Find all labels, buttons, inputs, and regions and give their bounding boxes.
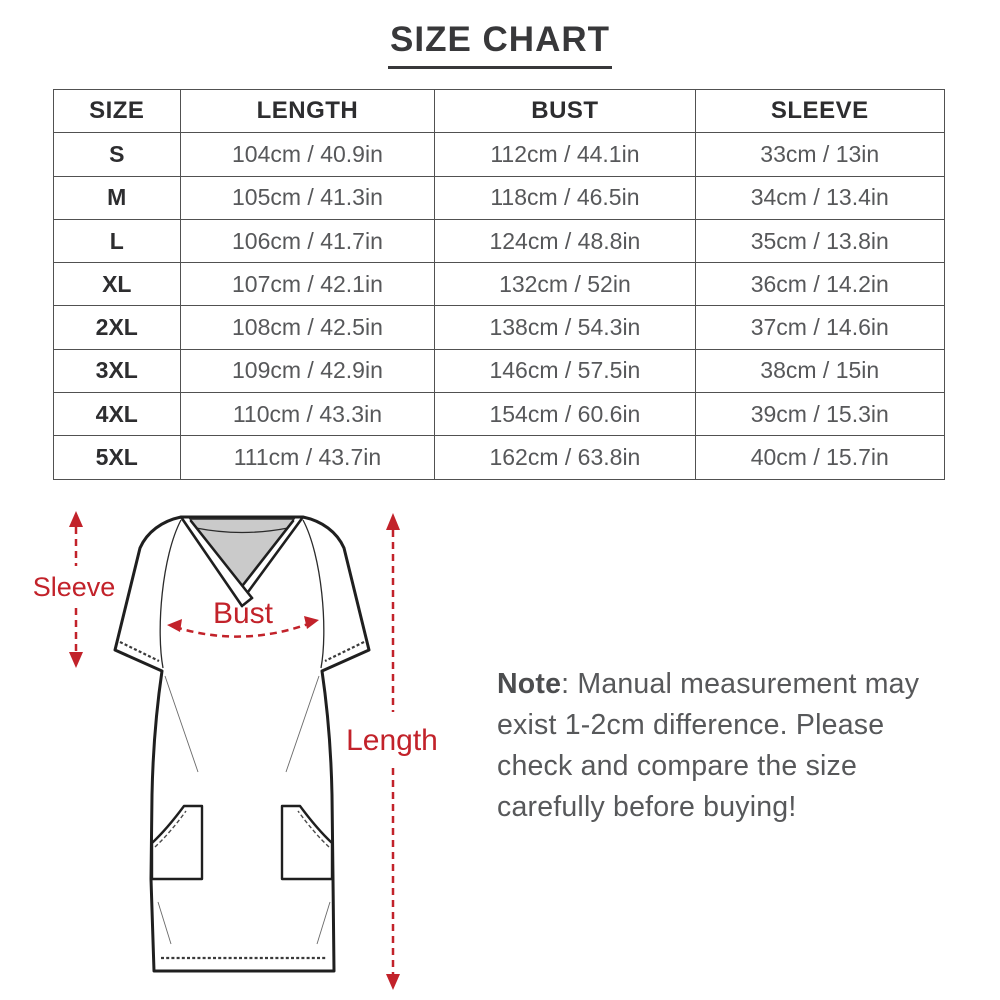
- size-table: [53, 89, 945, 480]
- cell-size: L: [54, 219, 181, 262]
- cell-sleeve: 40cm / 15.7in: [695, 436, 945, 479]
- cell-length: 110cm / 43.3in: [180, 393, 435, 436]
- cell-bust: 118cm / 46.5in: [435, 176, 695, 219]
- note-line: [497, 664, 967, 705]
- table-row: [54, 349, 945, 392]
- table-header-row: [54, 90, 945, 133]
- length-label: Length: [346, 724, 438, 757]
- cell-length: 104cm / 40.9in: [180, 133, 435, 176]
- length-dimension: [346, 513, 438, 990]
- cell-size: 5XL: [54, 436, 181, 479]
- cell-size: S: [54, 133, 181, 176]
- measurement-note: [497, 664, 967, 828]
- cell-size: 2XL: [54, 306, 181, 349]
- cell-sleeve: 38cm / 15in: [695, 349, 945, 392]
- header-length: LENGTH: [180, 90, 435, 133]
- page-title: [0, 20, 1000, 69]
- cell-bust: 132cm / 52in: [435, 263, 695, 306]
- table-row: [54, 176, 945, 219]
- note-line: carefully before buying!: [497, 791, 797, 823]
- cell-size: M: [54, 176, 181, 219]
- dress-diagram: [20, 495, 480, 1000]
- arrow-down-icon: [69, 652, 83, 668]
- note-line-text: : Manual measurement may: [561, 668, 920, 700]
- note-label: Note: [497, 668, 562, 700]
- cell-bust: 112cm / 44.1in: [435, 133, 695, 176]
- cell-length: 109cm / 42.9in: [180, 349, 435, 392]
- cell-size: XL: [54, 263, 181, 306]
- table-row: [54, 436, 945, 479]
- cell-sleeve: 37cm / 14.6in: [695, 306, 945, 349]
- cell-sleeve: 39cm / 15.3in: [695, 393, 945, 436]
- cell-length: 111cm / 43.7in: [180, 436, 435, 479]
- cell-sleeve: 35cm / 13.8in: [695, 219, 945, 262]
- header-sleeve: SLEEVE: [695, 90, 945, 133]
- sleeve-dimension: [33, 511, 116, 668]
- cell-sleeve: 33cm / 13in: [695, 133, 945, 176]
- cell-sleeve: 34cm / 13.4in: [695, 176, 945, 219]
- table-row: [54, 263, 945, 306]
- cell-length: 106cm / 41.7in: [180, 219, 435, 262]
- cell-bust: 146cm / 57.5in: [435, 349, 695, 392]
- header-size: SIZE: [54, 90, 181, 133]
- table-row: [54, 133, 945, 176]
- sleeve-label: Sleeve: [32, 572, 116, 602]
- note-line: exist 1-2cm difference. Please: [497, 709, 885, 741]
- cell-size: 4XL: [54, 393, 181, 436]
- table-row: [54, 393, 945, 436]
- cell-size: 3XL: [54, 349, 181, 392]
- arrow-up-icon: [69, 511, 83, 527]
- table-row: [54, 219, 945, 262]
- note-line: check and compare the size: [497, 750, 858, 782]
- arrow-down-icon: [386, 974, 400, 990]
- cell-bust: 124cm / 48.8in: [435, 219, 695, 262]
- header-bust: BUST: [435, 90, 695, 133]
- cell-bust: 154cm / 60.6in: [435, 393, 695, 436]
- cell-bust: 162cm / 63.8in: [435, 436, 695, 479]
- table-row: [54, 306, 945, 349]
- cell-length: 105cm / 41.3in: [180, 176, 435, 219]
- arrow-up-icon: [386, 513, 400, 530]
- cell-bust: 138cm / 54.3in: [435, 306, 695, 349]
- bust-label: Bust: [212, 597, 274, 630]
- cell-length: 108cm / 42.5in: [180, 306, 435, 349]
- cell-sleeve: 36cm / 14.2in: [695, 263, 945, 306]
- page-title-text: SIZE CHART: [388, 20, 612, 69]
- cell-length: 107cm / 42.1in: [180, 263, 435, 306]
